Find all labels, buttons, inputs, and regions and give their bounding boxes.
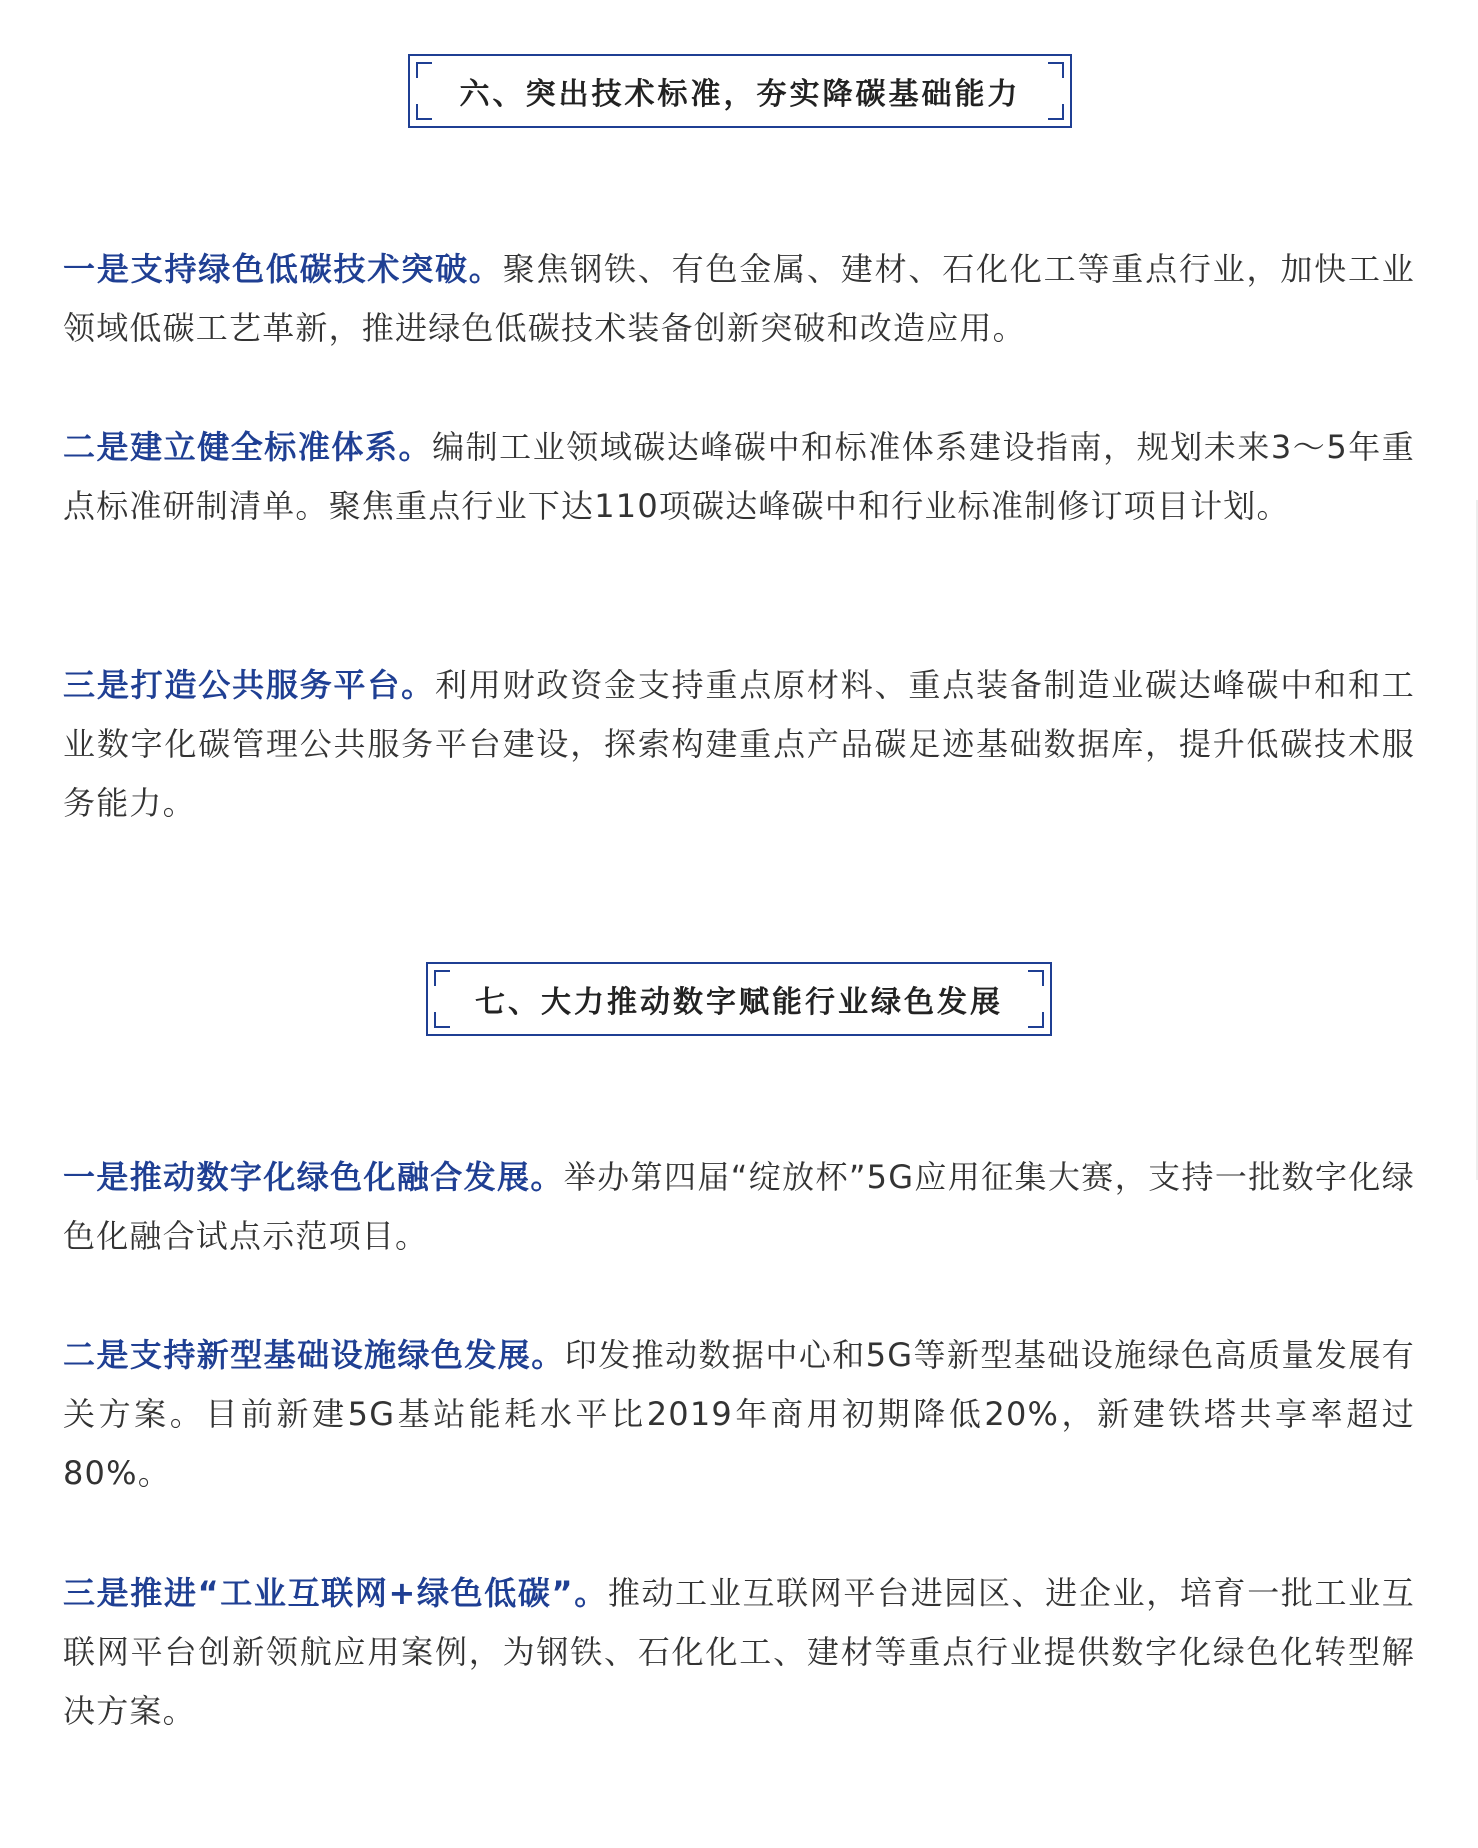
section-7-item-3: [63, 1564, 1415, 1741]
frame-corner: [416, 104, 432, 120]
section-7-heading: [426, 962, 1052, 1036]
section-6-item-2-body: 编制工业领域碳达峰碳中和标准体系建设指南，规划未来3～5年重点标准研制清单。聚焦重点行业下达110项碳达峰碳中和行业标准制修订项目计划。: [63, 428, 1415, 525]
section-6-item-3-lead: 三是打造公共服务平台。: [63, 666, 435, 704]
frame-corner: [1048, 104, 1064, 120]
frame-corner: [416, 62, 432, 78]
section-6-heading: [408, 54, 1072, 128]
frame-corner: [1048, 62, 1064, 78]
section-7-item-1: [63, 1148, 1415, 1266]
section-6-item-1-lead: 一是支持绿色低碳技术突破。: [63, 250, 503, 288]
frame-corner: [434, 1012, 450, 1028]
section-6-item-3-body: 利用财政资金支持重点原材料、重点装备制造业碳达峰碳中和和工业数字化碳管理公共服务平台建设，探索构建重点产品碳足迹基础数据库，提升低碳技术服务能力。: [63, 666, 1415, 822]
section-6-item-2-lead: 二是建立健全标准体系。: [63, 428, 433, 466]
section-6-item-3: [63, 656, 1415, 833]
frame-corner: [1028, 970, 1044, 986]
section-7-item-3-body: 推动工业互联网平台进园区、进企业，培育一批工业互联网平台创新领航应用案例，为钢铁、石化化工、建材等重点行业提供数字化绿色化转型解决方案。: [63, 1574, 1415, 1730]
section-6-heading-text: 六、突出技术标准，夯实降碳基础能力: [459, 77, 1021, 112]
section-7-item-1-lead: 一是推动数字化绿色化融合发展。: [63, 1158, 564, 1196]
section-7-item-1-body: 举办第四届“绽放杯”5G应用征集大赛，支持一批数字化绿色化融合试点示范项目。: [63, 1158, 1415, 1255]
section-6-item-1: [63, 240, 1415, 358]
section-7-item-2: [63, 1326, 1415, 1503]
section-7-item-2-body: 印发推动数据中心和5G等新型基础设施绿色高质量发展有关方案。目前新建5G基站能耗水平比2019年商用初期降低20%，新建铁塔共享率超过80%。: [63, 1336, 1415, 1492]
section-6-item-2: [63, 418, 1415, 536]
frame-corner: [1028, 1012, 1044, 1028]
section-7-heading-text: 七、大力推动数字赋能行业绿色发展: [475, 985, 1003, 1020]
section-7-item-3-lead: 三是推进“工业互联网+绿色低碳”。: [63, 1574, 608, 1612]
frame-corner: [434, 970, 450, 986]
section-7-item-2-lead: 二是支持新型基础设施绿色发展。: [63, 1336, 565, 1374]
section-6-item-1-body: 聚焦钢铁、有色金属、建材、石化化工等重点行业，加快工业领域低碳工艺革新，推进绿色低碳技术装备创新突破和改造应用。: [63, 250, 1416, 347]
